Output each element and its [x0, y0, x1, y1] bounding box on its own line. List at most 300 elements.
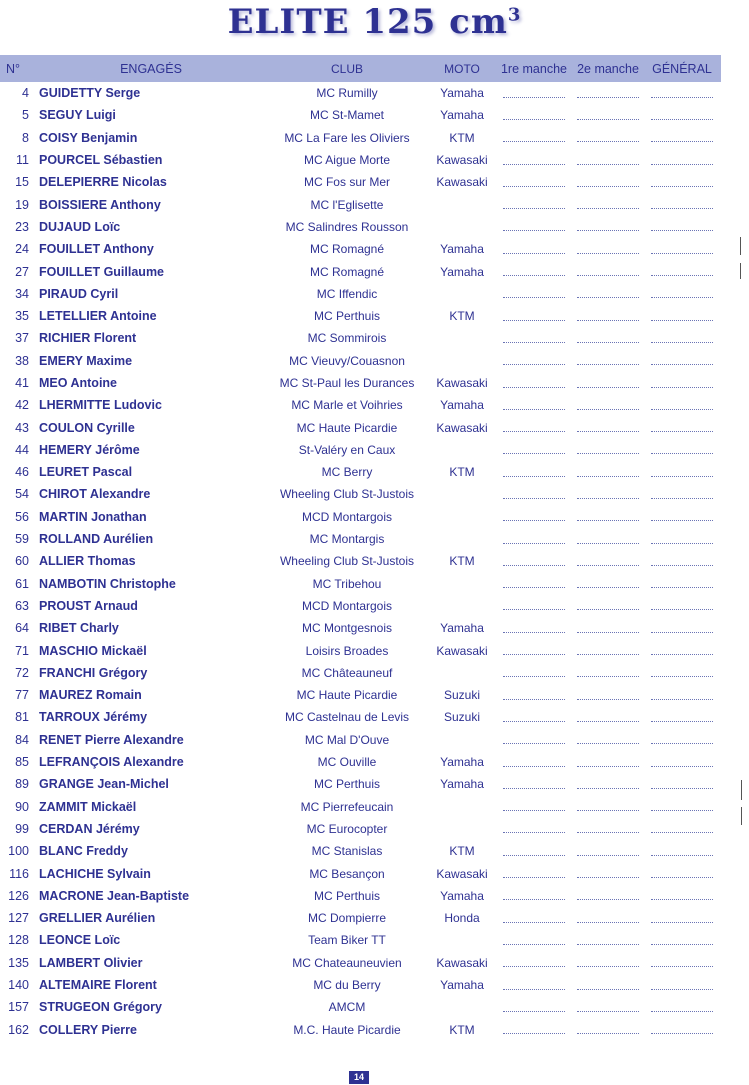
- table-row: [0, 372, 721, 394]
- rider-club: MC Mal D'Ouve: [304, 732, 390, 747]
- table-row: [0, 617, 721, 639]
- table-row: [0, 885, 721, 907]
- dotted-line: [651, 832, 713, 833]
- general-field: [645, 245, 719, 254]
- rider-number: 19: [15, 197, 29, 212]
- first-race-field: [497, 445, 571, 454]
- dotted-line: [503, 431, 565, 432]
- first-race-field: [497, 267, 571, 276]
- dotted-line: [503, 654, 565, 655]
- second-race-field: [571, 178, 645, 187]
- dotted-line: [577, 431, 639, 432]
- general-field: [645, 468, 719, 477]
- rider-number: 8: [22, 130, 29, 145]
- first-race-field: [497, 691, 571, 700]
- second-race-field: [571, 847, 645, 856]
- first-race-field: [497, 334, 571, 343]
- rider-moto: Kawasaki: [436, 866, 488, 881]
- general-field: [645, 89, 719, 98]
- table-row: [0, 550, 721, 572]
- dotted-line: [577, 922, 639, 923]
- general-field: [645, 1025, 719, 1034]
- general-field: [645, 668, 719, 677]
- first-race-field: [497, 423, 571, 432]
- table-row: [0, 483, 721, 505]
- general-field: [645, 289, 719, 298]
- rider-number: 4: [22, 86, 29, 101]
- dotted-line: [503, 766, 565, 767]
- rider-moto: Yamaha: [440, 621, 484, 636]
- rider-name: NAMBOTIN Christophe: [39, 576, 176, 591]
- first-race-field: [497, 312, 571, 321]
- first-race-field: [497, 535, 571, 544]
- second-race-field: [571, 535, 645, 544]
- rider-name: CERDAN Jérémy: [39, 821, 140, 836]
- rider-name: MASCHIO Mickaël: [39, 643, 147, 658]
- rider-name: LEONCE Loïc: [39, 933, 121, 948]
- general-field: [645, 646, 719, 655]
- rider-club: MC Montargis: [309, 532, 385, 547]
- rider-club: MC Ouville: [317, 755, 377, 770]
- second-race-field: [571, 200, 645, 209]
- dotted-line: [503, 297, 565, 298]
- dotted-line: [651, 476, 713, 477]
- dotted-line: [577, 520, 639, 521]
- rider-club: AMCM: [328, 1000, 366, 1015]
- general-field: [645, 423, 719, 432]
- rider-name: LAMBERT Olivier: [39, 955, 143, 970]
- general-field: [645, 267, 719, 276]
- dotted-line: [577, 1033, 639, 1034]
- dotted-line: [503, 944, 565, 945]
- dotted-line: [651, 498, 713, 499]
- rider-name: CHIROT Alexandre: [39, 487, 151, 502]
- first-race-field: [497, 379, 571, 388]
- general-field: [645, 200, 719, 209]
- general-field: [645, 981, 719, 990]
- general-field: [645, 111, 719, 120]
- rider-number: 127: [8, 911, 29, 926]
- dotted-line: [651, 164, 713, 165]
- rider-number: 27: [15, 264, 29, 279]
- dotted-line: [651, 119, 713, 120]
- table-row: [0, 706, 721, 728]
- general-field: [645, 691, 719, 700]
- first-race-field: [497, 89, 571, 98]
- general-field: [645, 958, 719, 967]
- dotted-line: [651, 1011, 713, 1012]
- first-race-field: [497, 1003, 571, 1012]
- table-row: [0, 662, 721, 684]
- first-race-field: [497, 891, 571, 900]
- first-race-field: [497, 847, 571, 856]
- rider-name: PIRAUD Cyril: [39, 286, 119, 301]
- second-race-field: [571, 891, 645, 900]
- general-field: [645, 869, 719, 878]
- dotted-line: [651, 431, 713, 432]
- rider-number: 100: [8, 844, 29, 859]
- first-race-field: [497, 914, 571, 923]
- rider-club: MC du Berry: [313, 978, 381, 993]
- general-field: [645, 178, 719, 187]
- dotted-line: [503, 453, 565, 454]
- header-engages: ENGAGÉS: [120, 61, 182, 76]
- rider-moto: Yamaha: [440, 888, 484, 903]
- first-race-field: [497, 936, 571, 945]
- dotted-line: [651, 899, 713, 900]
- dotted-line: [577, 832, 639, 833]
- second-race-field: [571, 869, 645, 878]
- dotted-line: [503, 676, 565, 677]
- second-race-field: [571, 936, 645, 945]
- second-race-field: [571, 646, 645, 655]
- first-race-field: [497, 245, 571, 254]
- general-field: [645, 557, 719, 566]
- dotted-line: [577, 989, 639, 990]
- table-row: [0, 216, 721, 238]
- rider-number: 34: [15, 286, 29, 301]
- rider-number: 41: [15, 376, 29, 390]
- table-row: [0, 461, 721, 483]
- rider-club: Wheeling Club St-Justois: [279, 487, 415, 502]
- first-race-field: [497, 780, 571, 789]
- dotted-line: [503, 320, 565, 321]
- dotted-line: [651, 208, 713, 209]
- general-field: [645, 445, 719, 454]
- second-race-field: [571, 379, 645, 388]
- dotted-line: [577, 409, 639, 410]
- rider-name: ALTEMAIRE Florent: [39, 978, 157, 993]
- rider-number: 72: [15, 665, 29, 680]
- general-field: [645, 914, 719, 923]
- rider-club: MC Montgesnois: [301, 621, 393, 636]
- rider-number: 15: [15, 175, 29, 190]
- dotted-line: [577, 743, 639, 744]
- table-row: [0, 350, 721, 372]
- first-race-field: [497, 156, 571, 165]
- second-race-field: [571, 624, 645, 633]
- header-general: GÉNÉRAL: [652, 61, 712, 76]
- rider-moto: KTM: [449, 844, 475, 859]
- second-race-field: [571, 512, 645, 521]
- table-row: [0, 818, 721, 840]
- rider-number: 128: [8, 933, 29, 948]
- rider-moto: Yamaha: [440, 978, 484, 993]
- dotted-line: [577, 721, 639, 722]
- rider-moto: Kawasaki: [436, 420, 488, 435]
- dotted-line: [503, 632, 565, 633]
- general-field: [645, 334, 719, 343]
- dotted-line: [651, 922, 713, 923]
- rider-name: LACHICHE Sylvain: [39, 866, 151, 881]
- second-race-field: [571, 824, 645, 833]
- table-row: [0, 729, 721, 751]
- first-race-field: [497, 512, 571, 521]
- rider-name: COULON Cyrille: [39, 420, 135, 435]
- table-row: [0, 394, 721, 416]
- dotted-line: [577, 788, 639, 789]
- general-field: [645, 780, 719, 789]
- rider-moto: Kawasaki: [436, 175, 488, 190]
- dotted-line: [503, 743, 565, 744]
- rider-number: 24: [15, 242, 29, 257]
- first-race-field: [497, 356, 571, 365]
- general-field: [645, 802, 719, 811]
- rider-club: MC Haute Picardie: [296, 688, 398, 703]
- rider-moto: Yamaha: [440, 777, 484, 792]
- dotted-line: [651, 342, 713, 343]
- rider-moto: Kawasaki: [436, 376, 488, 390]
- rider-number: 11: [16, 153, 29, 168]
- table-row: [0, 82, 721, 104]
- second-race-field: [571, 222, 645, 231]
- margin-mark: [740, 237, 741, 255]
- rider-name: DELEPIERRE Nicolas: [39, 175, 167, 190]
- dotted-line: [651, 855, 713, 856]
- dotted-line: [503, 253, 565, 254]
- dotted-line: [577, 1011, 639, 1012]
- rider-number: 42: [15, 398, 29, 413]
- dotted-line: [503, 721, 565, 722]
- first-race-field: [497, 490, 571, 499]
- dotted-line: [651, 320, 713, 321]
- dotted-line: [503, 966, 565, 967]
- dotted-line: [577, 230, 639, 231]
- general-field: [645, 624, 719, 633]
- general-field: [645, 379, 719, 388]
- table-row: [0, 840, 721, 862]
- second-race-field: [571, 668, 645, 677]
- dotted-line: [651, 186, 713, 187]
- rider-moto: Yamaha: [440, 242, 484, 257]
- dotted-line: [503, 97, 565, 98]
- general-field: [645, 356, 719, 365]
- dotted-line: [503, 810, 565, 811]
- rider-name: LEFRANÇOIS Alexandre: [39, 755, 184, 770]
- dotted-line: [577, 944, 639, 945]
- dotted-line: [503, 387, 565, 388]
- dotted-line: [651, 810, 713, 811]
- table-row: [0, 305, 721, 327]
- dotted-line: [577, 855, 639, 856]
- rider-club: MC Châteauneuf: [301, 665, 393, 680]
- rider-moto: Yamaha: [440, 108, 484, 123]
- rider-name: ZAMMIT Mickaël: [39, 799, 137, 814]
- dotted-line: [651, 297, 713, 298]
- table-row: [0, 595, 721, 617]
- rider-club: MC Eurocopter: [306, 821, 388, 836]
- rider-name: GRELLIER Aurélien: [39, 911, 156, 926]
- dotted-line: [503, 565, 565, 566]
- rider-moto: KTM: [449, 465, 475, 480]
- dotted-line: [503, 543, 565, 544]
- dotted-line: [503, 364, 565, 365]
- dotted-line: [503, 1033, 565, 1034]
- table-row: [0, 684, 721, 706]
- rider-name: GRANGE Jean-Michel: [39, 777, 169, 792]
- page-number: 14: [349, 1071, 369, 1084]
- rider-moto: KTM: [449, 130, 475, 145]
- rider-club: MC Tribehou: [312, 576, 382, 591]
- dotted-line: [651, 141, 713, 142]
- rider-name: RENET Pierre Alexandre: [39, 732, 184, 747]
- rider-club: MC Perthuis: [313, 888, 381, 903]
- rider-club: MC Chateauneuvien: [292, 955, 402, 970]
- dotted-line: [651, 944, 713, 945]
- second-race-field: [571, 691, 645, 700]
- second-race-field: [571, 445, 645, 454]
- header-moto: MOTO: [444, 61, 480, 76]
- table-row: [0, 573, 721, 595]
- dotted-line: [577, 97, 639, 98]
- rider-name: MEO Antoine: [39, 376, 118, 390]
- rider-club: MC Romagné: [309, 242, 385, 257]
- dotted-line: [503, 1011, 565, 1012]
- first-race-field: [497, 601, 571, 610]
- rider-moto: Honda: [444, 911, 480, 926]
- first-race-field: [497, 824, 571, 833]
- rider-number: 85: [15, 755, 29, 770]
- dotted-line: [577, 364, 639, 365]
- margin-mark: [740, 263, 741, 279]
- table-body: [0, 82, 721, 1041]
- first-race-field: [497, 713, 571, 722]
- rider-name: DUJAUD Loïc: [39, 219, 121, 234]
- general-field: [645, 133, 719, 142]
- first-race-field: [497, 200, 571, 209]
- rider-name: TARROUX Jérémy: [39, 710, 148, 725]
- rider-moto: Kawasaki: [436, 955, 488, 970]
- dotted-line: [503, 699, 565, 700]
- dotted-line: [577, 877, 639, 878]
- dotted-line: [651, 275, 713, 276]
- dotted-line: [651, 676, 713, 677]
- dotted-line: [577, 141, 639, 142]
- rider-number: 35: [15, 309, 29, 324]
- dotted-line: [503, 587, 565, 588]
- rider-number: 64: [15, 621, 29, 636]
- general-field: [645, 1003, 719, 1012]
- rider-name: RICHIER Florent: [39, 331, 137, 346]
- table-row: [0, 238, 721, 260]
- first-race-field: [497, 289, 571, 298]
- rider-club: MC Stanislas: [311, 844, 383, 859]
- dotted-line: [577, 498, 639, 499]
- rider-moto: Yamaha: [440, 264, 484, 279]
- rider-number: 162: [8, 1022, 29, 1037]
- general-field: [645, 758, 719, 767]
- rider-number: 56: [15, 509, 29, 524]
- dotted-line: [651, 587, 713, 588]
- rider-number: 60: [15, 554, 29, 569]
- dotted-line: [651, 565, 713, 566]
- dotted-line: [503, 119, 565, 120]
- rider-club: MC Pierrefeucain: [300, 799, 394, 814]
- rider-number: 84: [15, 732, 29, 747]
- first-race-field: [497, 758, 571, 767]
- first-race-field: [497, 668, 571, 677]
- general-field: [645, 713, 719, 722]
- dotted-line: [651, 788, 713, 789]
- first-race-field: [497, 981, 571, 990]
- rider-name: FRANCHI Grégory: [39, 665, 148, 680]
- second-race-field: [571, 579, 645, 588]
- second-race-field: [571, 1003, 645, 1012]
- dotted-line: [503, 989, 565, 990]
- general-field: [645, 156, 719, 165]
- dotted-line: [503, 832, 565, 833]
- first-race-field: [497, 1025, 571, 1034]
- second-race-field: [571, 780, 645, 789]
- rider-moto: Yamaha: [440, 755, 484, 770]
- table-row: [0, 439, 721, 461]
- rider-club: MC St-Paul les Durances: [279, 376, 415, 390]
- dotted-line: [651, 453, 713, 454]
- second-race-field: [571, 758, 645, 767]
- dotted-line: [503, 609, 565, 610]
- rider-club: MC Romagné: [309, 264, 385, 279]
- table-row: [0, 127, 721, 149]
- first-race-field: [497, 222, 571, 231]
- first-race-field: [497, 958, 571, 967]
- dotted-line: [651, 253, 713, 254]
- dotted-line: [577, 119, 639, 120]
- table-row: [0, 506, 721, 528]
- rider-number: 61: [15, 576, 29, 591]
- table-row: [0, 862, 721, 884]
- rider-number: 81: [15, 710, 29, 725]
- dotted-line: [577, 543, 639, 544]
- dotted-line: [651, 230, 713, 231]
- rider-club: MC Berry: [321, 465, 373, 480]
- rider-name: HEMERY Jérôme: [39, 442, 140, 457]
- rider-club: MCD Montargois: [301, 598, 393, 613]
- second-race-field: [571, 289, 645, 298]
- rider-name: MARTIN Jonathan: [39, 509, 147, 524]
- dotted-line: [577, 320, 639, 321]
- rider-number: 23: [15, 219, 29, 234]
- dotted-line: [651, 97, 713, 98]
- dotted-line: [503, 788, 565, 789]
- general-field: [645, 535, 719, 544]
- second-race-field: [571, 401, 645, 410]
- second-race-field: [571, 468, 645, 477]
- second-race-field: [571, 802, 645, 811]
- rider-moto: Kawasaki: [436, 153, 488, 168]
- dotted-line: [651, 766, 713, 767]
- dotted-line: [577, 699, 639, 700]
- dotted-line: [503, 855, 565, 856]
- rider-number: 135: [8, 955, 29, 970]
- dotted-line: [503, 164, 565, 165]
- dotted-line: [577, 186, 639, 187]
- rider-number: 46: [15, 465, 29, 480]
- rider-number: 43: [15, 420, 29, 435]
- dotted-line: [577, 587, 639, 588]
- dotted-line: [651, 520, 713, 521]
- rider-number: 38: [15, 353, 29, 368]
- general-field: [645, 735, 719, 744]
- rider-club: Loisirs Broades: [305, 643, 389, 658]
- general-field: [645, 936, 719, 945]
- dotted-line: [651, 877, 713, 878]
- dotted-line: [503, 275, 565, 276]
- dotted-line: [503, 409, 565, 410]
- rider-club: MC Besançon: [309, 866, 385, 881]
- general-field: [645, 847, 719, 856]
- table-row: [0, 796, 721, 818]
- first-race-field: [497, 869, 571, 878]
